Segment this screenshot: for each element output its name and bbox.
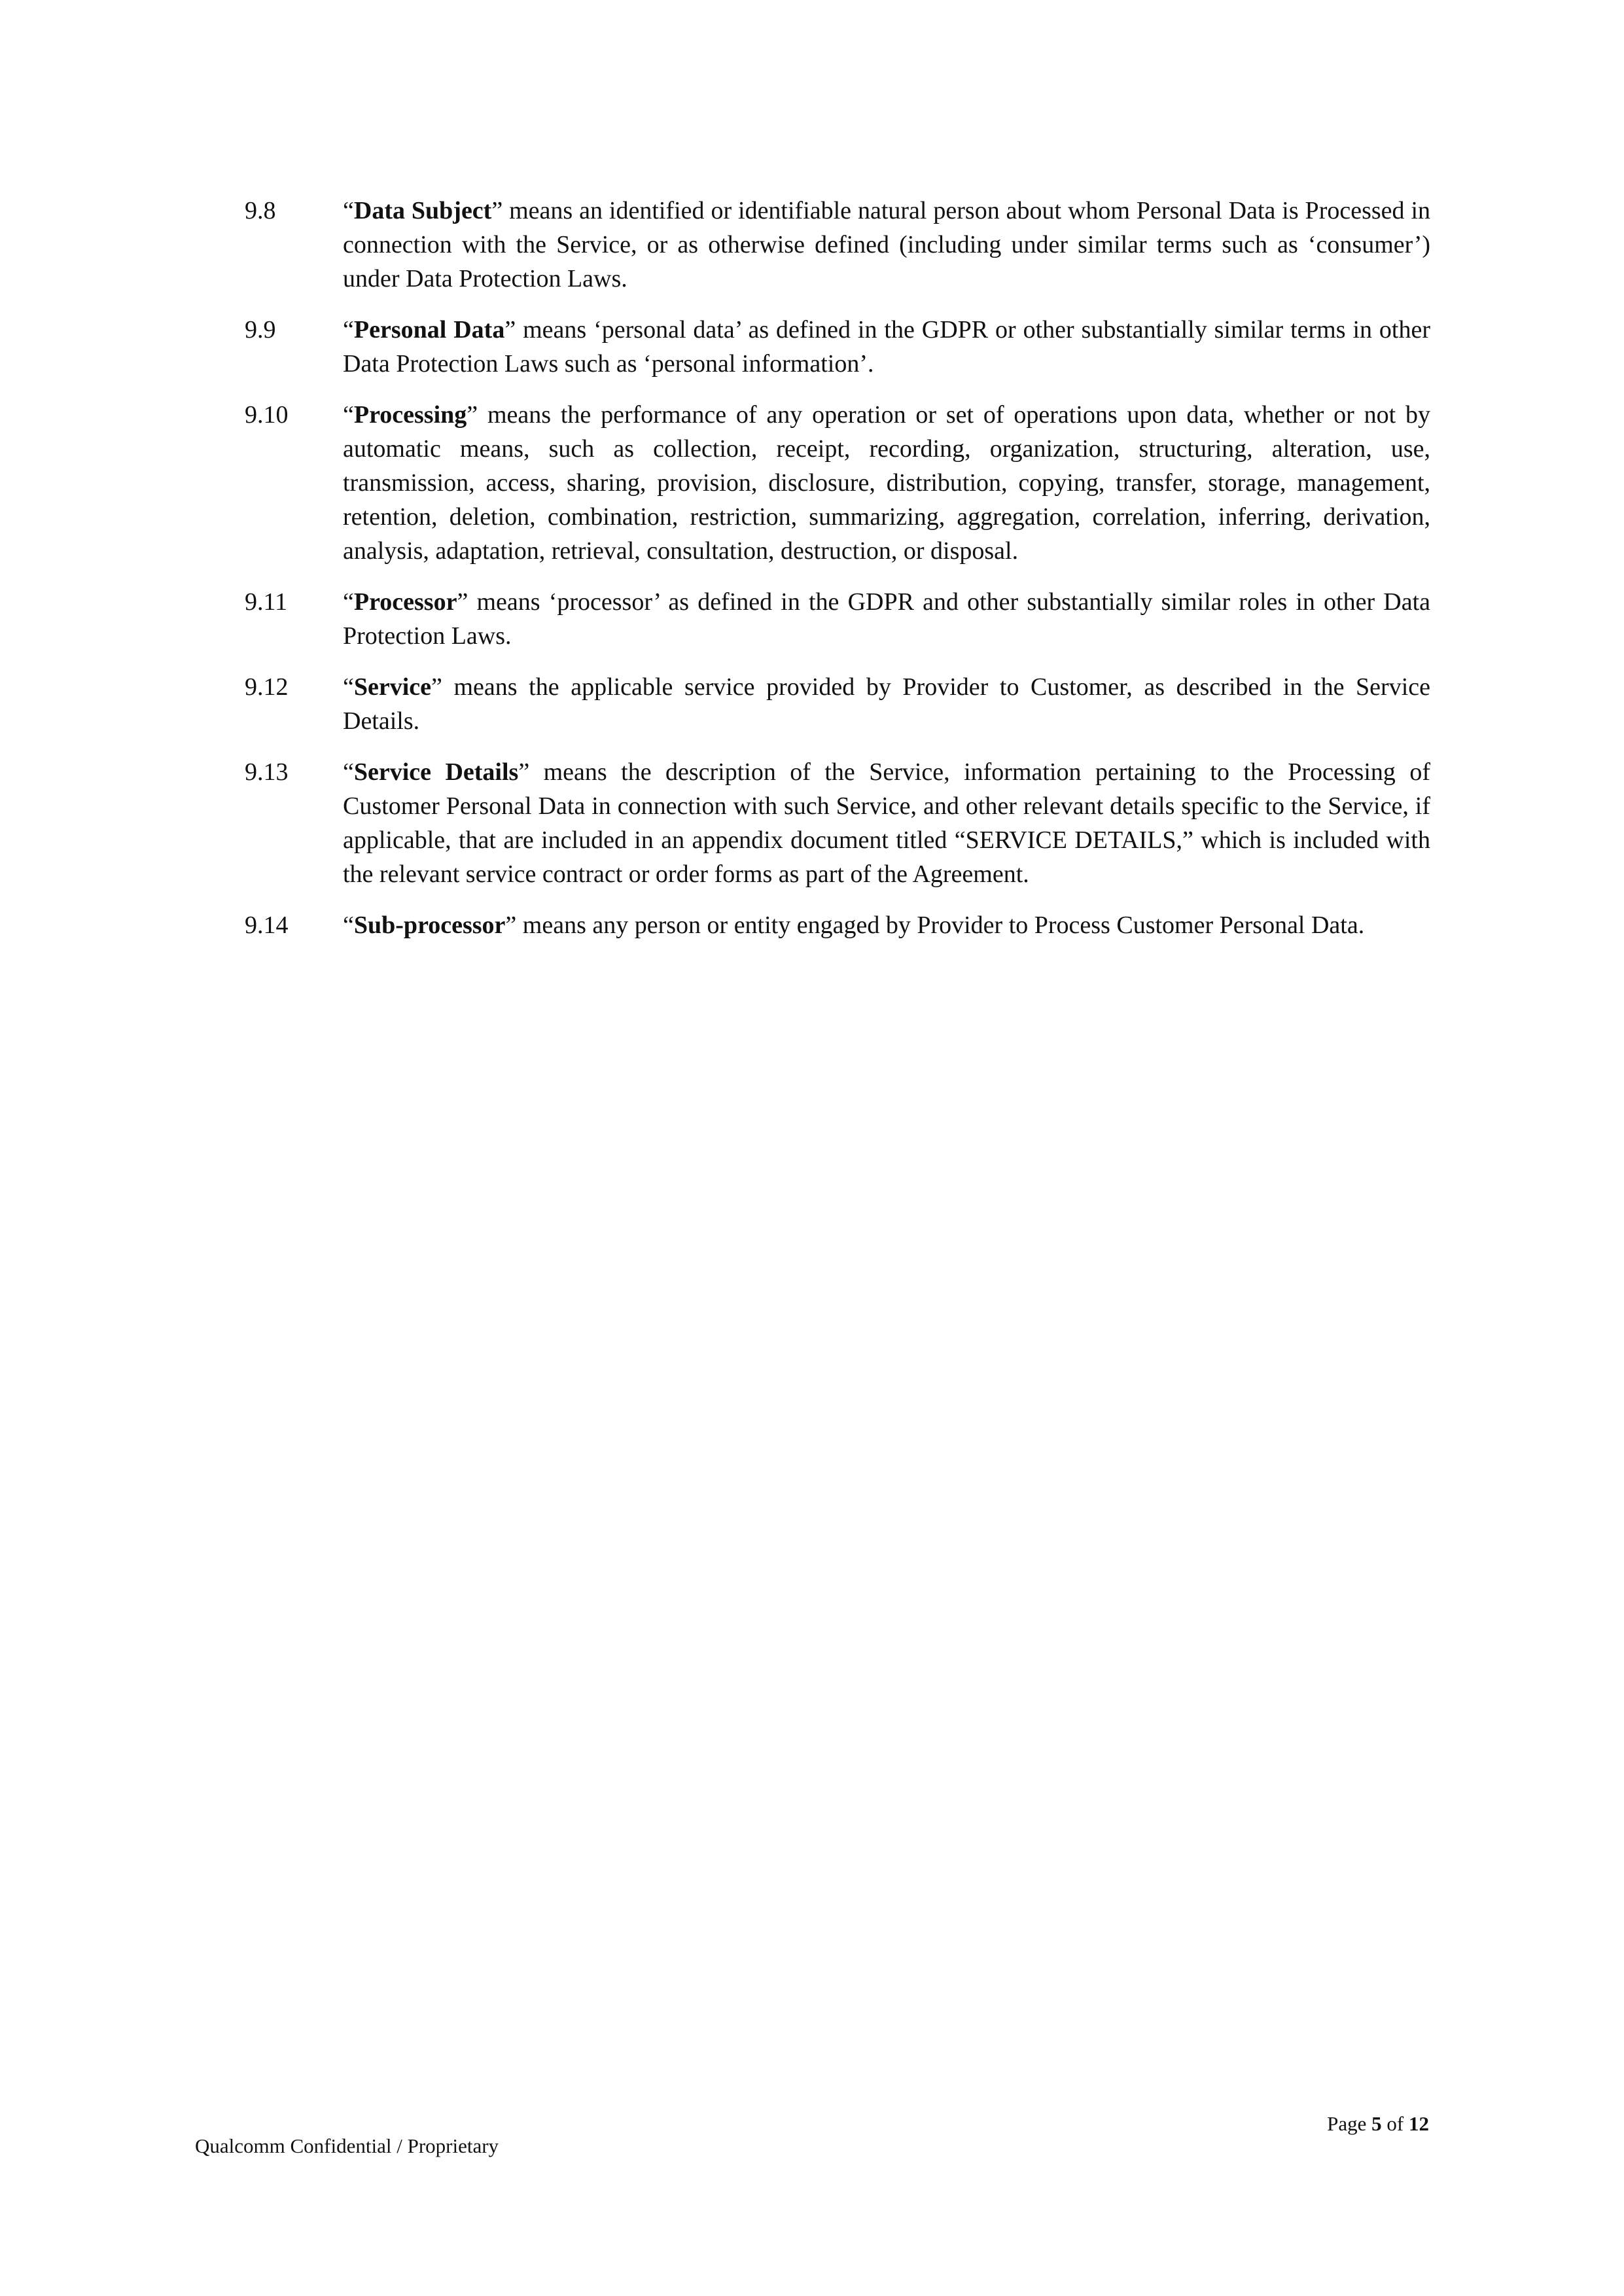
defined-term: Service Details [353, 758, 519, 786]
open-quote: “ [343, 197, 354, 224]
definition-body: ” means the performance of any operation or set of operations upon data, whether or not by automatic means, such as collection, receipt, recording, organization, structuring, alteration, use, transmission, access, sharing, provision, disclosure, distribution, copying, transfer, storage, management, retention, deletion, combination, restriction, summarizing, aggregation, correlation, inferring, derivation, analysis, adaptation, retrieval, consultation, destruction, or disposal. [343, 401, 1430, 565]
clause-number: 9.14 [245, 911, 289, 939]
clause-9-12 [245, 670, 1430, 738]
open-quote: “ [343, 588, 354, 616]
open-quote: “ [343, 758, 354, 786]
clause-9-10 [245, 398, 1430, 568]
defined-term: Processing [353, 401, 467, 429]
definition-body: ” means an identified or identifiable natural person about whom Personal Data is Processed in connection with the Service, or as otherwise defined (including under similar terms such as ‘consumer’) under Data Protection Laws. [343, 197, 1430, 292]
definition-body: ” means any person or entity engaged by Provider to Process Customer Personal Data. [505, 911, 1365, 939]
definition-body: ” means ‘processor’ as defined in the GDPR and other substantially similar roles in other Data Protection Laws. [343, 588, 1430, 650]
clause-text [343, 670, 1430, 738]
defined-term: Sub-processor [353, 911, 506, 939]
open-quote: “ [343, 316, 354, 344]
page-number [1327, 2111, 1429, 2137]
definition-body: ” means the description of the Service, information pertaining to the Processing of Customer Personal Data in connection with such Service, and other relevant details specific to the Service, if applicable, that are included in an appendix document titled “SERVICE DETAILS,” which is included with the relevant service contract or order forms as part of the Agreement. [343, 758, 1430, 888]
open-quote: “ [343, 673, 354, 701]
page-separator: of [1381, 2112, 1409, 2135]
clause-number: 9.10 [245, 401, 289, 429]
defined-term: Service [353, 673, 432, 701]
page-prefix: Page [1327, 2112, 1372, 2135]
clause-9-9 [245, 313, 1430, 381]
definition-body: ” means the applicable service provided by Provider to Customer, as described in the Service Details. [343, 673, 1430, 735]
clause-text [343, 398, 1430, 568]
clause-text [343, 585, 1430, 653]
clause-9-11 [245, 585, 1430, 653]
clause-text [343, 755, 1430, 891]
defined-term: Personal Data [353, 316, 505, 344]
definition-body: ” means ‘personal data’ as defined in the GDPR or other substantially similar terms in other Data Protection Laws such as ‘personal information’. [343, 316, 1430, 378]
clause-number: 9.8 [245, 197, 276, 224]
definitions-list [245, 194, 1430, 959]
defined-term: Data Subject [353, 197, 492, 224]
page-current: 5 [1371, 2112, 1382, 2135]
clause-text [343, 908, 1430, 942]
clause-number: 9.12 [245, 673, 289, 701]
clause-number: 9.13 [245, 758, 289, 786]
page-total: 12 [1409, 2112, 1429, 2135]
defined-term: Processor [353, 588, 457, 616]
open-quote: “ [343, 401, 354, 429]
confidentiality-footer: Qualcomm Confidential / Proprietary [195, 2134, 499, 2157]
clause-9-14 [245, 908, 1430, 942]
clause-text [343, 194, 1430, 296]
open-quote: “ [343, 911, 354, 939]
clause-9-8 [245, 194, 1430, 296]
clause-9-13 [245, 755, 1430, 891]
clause-number: 9.11 [245, 588, 288, 616]
clause-number: 9.9 [245, 316, 276, 344]
clause-text [343, 313, 1430, 381]
